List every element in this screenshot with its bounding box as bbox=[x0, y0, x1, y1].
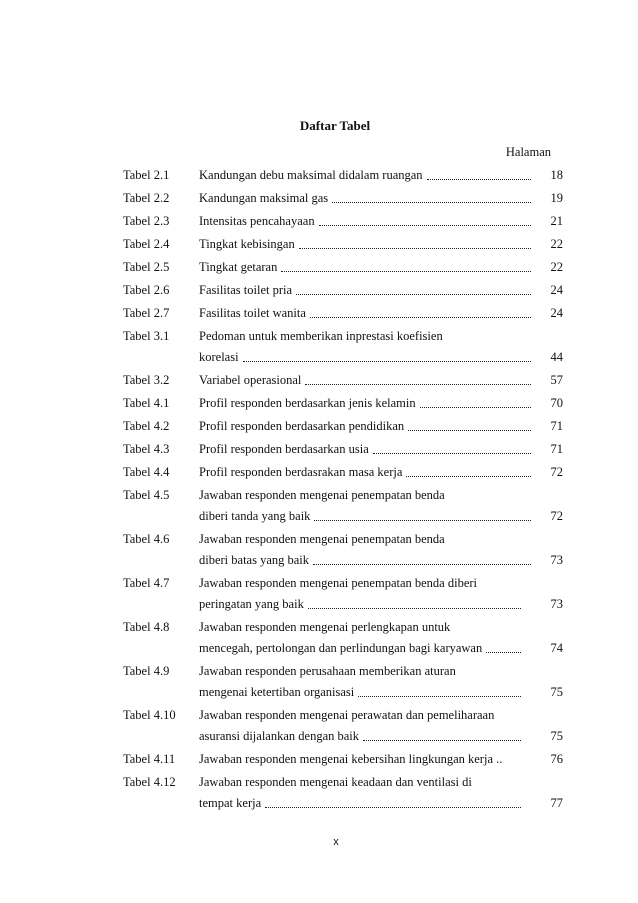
toc-row bbox=[123, 344, 563, 365]
table-title-text: mengenai ketertiban organisasi bbox=[199, 685, 355, 699]
dot-leader bbox=[310, 317, 531, 318]
table-title bbox=[199, 214, 537, 229]
dot-leader bbox=[319, 225, 531, 226]
table-number: Tabel 4.1 bbox=[123, 396, 170, 410]
table-title bbox=[199, 532, 537, 547]
table-number: Tabel 4.7 bbox=[123, 576, 170, 590]
table-title bbox=[199, 509, 537, 524]
page-ref: 75 bbox=[550, 685, 563, 699]
toc-row bbox=[123, 229, 563, 252]
table-title-text: Kandungan maksimal gas bbox=[199, 191, 329, 205]
table-title bbox=[199, 419, 537, 434]
table-number: Tabel 4.2 bbox=[123, 419, 170, 433]
dot-leader bbox=[420, 407, 531, 408]
table-title bbox=[199, 553, 537, 568]
table-title bbox=[199, 664, 527, 679]
table-title-text: Intensitas pencahayaan bbox=[199, 214, 315, 228]
table-number: Tabel 3.2 bbox=[123, 373, 170, 387]
toc-row bbox=[123, 612, 563, 635]
table-title bbox=[199, 685, 527, 700]
dot-leader bbox=[308, 608, 521, 609]
toc-row bbox=[123, 700, 563, 723]
dot-leader bbox=[373, 453, 531, 454]
table-title-text: Jawaban responden perusahaan memberikan aturan bbox=[199, 664, 456, 678]
toc-row bbox=[123, 591, 563, 612]
table-title-text: Variabel operasional bbox=[199, 373, 302, 387]
page-ref: 77 bbox=[550, 796, 563, 810]
table-number: Tabel 4.3 bbox=[123, 442, 170, 456]
table-title bbox=[199, 237, 537, 252]
table-title bbox=[199, 729, 527, 744]
dot-leader bbox=[408, 430, 531, 431]
table-of-tables bbox=[123, 160, 563, 811]
toc-row bbox=[123, 480, 563, 503]
toc-row bbox=[123, 183, 563, 206]
table-title bbox=[199, 350, 537, 365]
table-title bbox=[199, 396, 537, 411]
table-title bbox=[199, 306, 537, 321]
table-title-text: Jawaban responden mengenai penempatan benda bbox=[199, 532, 445, 546]
page-ref: 72 bbox=[550, 465, 563, 479]
dot-leader bbox=[332, 202, 531, 203]
toc-row bbox=[123, 206, 563, 229]
table-number: Tabel 2.4 bbox=[123, 237, 170, 251]
toc-row bbox=[123, 160, 563, 183]
dot-leader bbox=[358, 696, 521, 697]
toc-row bbox=[123, 524, 563, 547]
table-number: Tabel 4.10 bbox=[123, 708, 176, 722]
page-title: Daftar Tabel bbox=[299, 118, 371, 133]
table-title bbox=[199, 442, 537, 457]
table-number: Tabel 2.5 bbox=[123, 260, 170, 274]
toc-row bbox=[123, 547, 563, 568]
page-ref: 21 bbox=[550, 214, 563, 228]
page-ref: 44 bbox=[550, 350, 563, 364]
page-ref: 70 bbox=[550, 396, 563, 410]
table-title bbox=[199, 283, 537, 298]
page-ref: 71 bbox=[550, 419, 563, 433]
table-number: Tabel 2.6 bbox=[123, 283, 170, 297]
table-title-text: asuransi dijalankan dengan baik bbox=[199, 729, 360, 743]
table-title-text: peringatan yang baik bbox=[199, 597, 304, 611]
page-ref: 76 bbox=[550, 752, 563, 766]
table-title-text: Profil responden berdasarkan usia bbox=[199, 442, 369, 456]
page-ref: 18 bbox=[550, 168, 563, 182]
table-title-text: Jawaban responden mengenai kebersihan lingkungan kerja .. bbox=[199, 752, 503, 766]
toc-row bbox=[123, 365, 563, 388]
table-title-text: Jawaban responden mengenai penempatan benda bbox=[199, 488, 445, 502]
toc-row bbox=[123, 744, 563, 767]
table-title-text: Pedoman untuk memberikan inprestasi koefisien bbox=[199, 329, 443, 343]
table-title-text: Kandungan debu maksimal didalam ruangan bbox=[199, 168, 423, 182]
table-number: Tabel 2.3 bbox=[123, 214, 170, 228]
toc-row bbox=[123, 723, 563, 744]
toc-row bbox=[123, 790, 563, 811]
table-number: Tabel 2.2 bbox=[123, 191, 170, 205]
table-title bbox=[199, 168, 537, 183]
dot-leader bbox=[265, 807, 521, 808]
table-title-text: Fasilitas toilet pria bbox=[199, 283, 293, 297]
page-number: x bbox=[333, 836, 339, 848]
table-title bbox=[199, 576, 527, 591]
table-title bbox=[199, 775, 527, 790]
toc-row bbox=[123, 298, 563, 321]
toc-row bbox=[123, 503, 563, 524]
table-title-text: Fasilitas toilet wanita bbox=[199, 306, 306, 320]
table-title-text: korelasi bbox=[199, 350, 239, 364]
table-number: Tabel 4.6 bbox=[123, 532, 170, 546]
table-title bbox=[199, 796, 527, 811]
page-ref: 71 bbox=[550, 442, 563, 456]
page-ref: 75 bbox=[550, 729, 563, 743]
toc-row bbox=[123, 275, 563, 298]
table-number: Tabel 4.5 bbox=[123, 488, 170, 502]
page-ref: 73 bbox=[550, 597, 563, 611]
table-title-text: Profil responden berdasrakan masa kerja bbox=[199, 465, 403, 479]
dot-leader bbox=[427, 179, 531, 180]
table-title bbox=[199, 752, 527, 767]
table-number: Tabel 2.1 bbox=[123, 168, 170, 182]
table-title bbox=[199, 488, 537, 503]
table-number: Tabel 2.7 bbox=[123, 306, 170, 320]
page-ref: 24 bbox=[550, 306, 563, 320]
page-ref: 19 bbox=[550, 191, 563, 205]
page-ref: 22 bbox=[550, 237, 563, 251]
toc-row bbox=[123, 457, 563, 480]
table-title-text: Profil responden berdasarkan pendidikan bbox=[199, 419, 405, 433]
table-title bbox=[199, 191, 537, 206]
table-title bbox=[199, 597, 527, 612]
table-title bbox=[199, 708, 527, 723]
table-title bbox=[199, 260, 537, 275]
table-title-text: Jawaban responden mengenai perlengkapan untuk bbox=[199, 620, 451, 634]
dot-leader bbox=[406, 476, 531, 477]
dot-leader bbox=[313, 564, 531, 565]
table-title-text: diberi tanda yang baik bbox=[199, 509, 311, 523]
page-ref: 22 bbox=[550, 260, 563, 274]
table-number: Tabel 4.4 bbox=[123, 465, 170, 479]
toc-row bbox=[123, 635, 563, 656]
page-ref: 73 bbox=[550, 553, 563, 567]
dot-leader bbox=[299, 248, 531, 249]
dot-leader bbox=[314, 520, 531, 521]
dot-leader bbox=[296, 294, 531, 295]
table-title-text: Jawaban responden mengenai perawatan dan pemeliharaan bbox=[199, 708, 495, 722]
page-column-label: Halaman bbox=[505, 145, 551, 159]
toc-row bbox=[123, 679, 563, 700]
table-number: Tabel 3.1 bbox=[123, 329, 170, 343]
table-number: Tabel 4.11 bbox=[123, 752, 176, 766]
table-number: Tabel 4.8 bbox=[123, 620, 170, 634]
table-title-text: Profil responden berdasarkan jenis kelamin bbox=[199, 396, 416, 410]
toc-row bbox=[123, 568, 563, 591]
page-ref: 72 bbox=[550, 509, 563, 523]
table-title bbox=[199, 465, 537, 480]
dot-leader bbox=[305, 384, 531, 385]
dot-leader bbox=[363, 740, 521, 741]
page-ref: 24 bbox=[550, 283, 563, 297]
toc-row bbox=[123, 388, 563, 411]
toc-row bbox=[123, 767, 563, 790]
dot-leader bbox=[281, 271, 531, 272]
table-title bbox=[199, 329, 537, 344]
page-ref: 74 bbox=[550, 641, 563, 655]
page-ref: 57 bbox=[550, 373, 563, 387]
table-title-text: diberi batas yang baik bbox=[199, 553, 310, 567]
toc-row bbox=[123, 656, 563, 679]
table-title-text: tempat kerja bbox=[199, 796, 262, 810]
table-title-text: Tingkat getaran bbox=[199, 260, 278, 274]
table-title-text: Tingkat kebisingan bbox=[199, 237, 295, 251]
table-number: Tabel 4.12 bbox=[123, 775, 176, 789]
toc-row bbox=[123, 434, 563, 457]
dot-leader bbox=[486, 652, 521, 653]
table-title bbox=[199, 373, 537, 388]
toc-row bbox=[123, 252, 563, 275]
table-title-text: Jawaban responden mengenai penempatan benda diberi bbox=[199, 576, 478, 590]
table-title bbox=[199, 641, 527, 656]
toc-row bbox=[123, 411, 563, 434]
table-title-text: mencegah, pertolongan dan perlindungan bagi karyawan bbox=[199, 641, 483, 655]
table-title-text: Jawaban responden mengenai keadaan dan ventilasi di bbox=[199, 775, 472, 789]
table-number: Tabel 4.9 bbox=[123, 664, 170, 678]
table-title bbox=[199, 620, 527, 635]
toc-row bbox=[123, 321, 563, 344]
dot-leader bbox=[243, 361, 531, 362]
